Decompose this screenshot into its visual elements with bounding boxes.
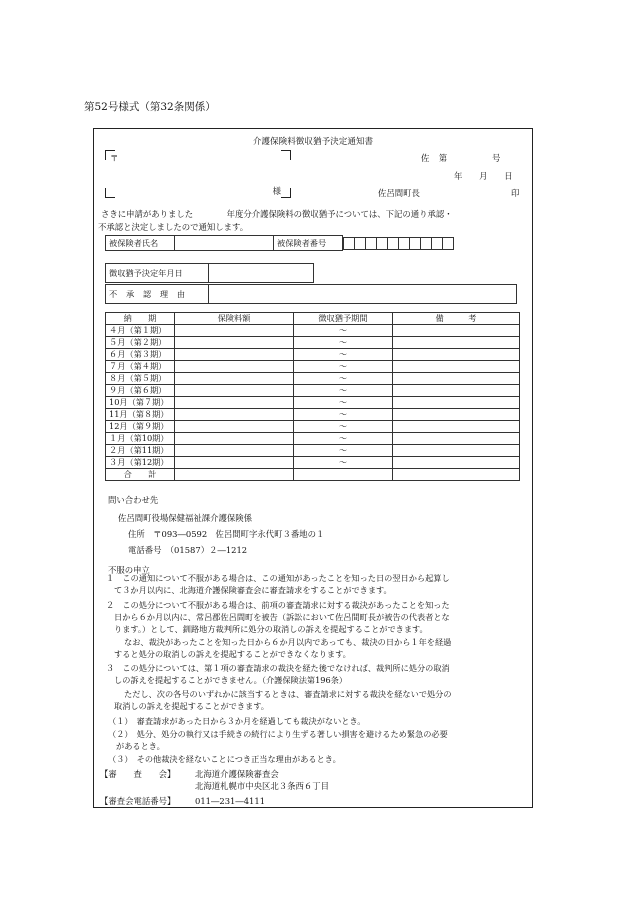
period-remarks-cell[interactable] (393, 457, 520, 469)
appeal-line: １ この通知について不服がある場合は、この通知があったことを知った日の翌日から起算し (106, 573, 450, 583)
period-deferral-cell[interactable]: ～ (294, 349, 393, 361)
form-number: 第52号様式（第32条関係） (84, 101, 216, 113)
period-amount-cell[interactable] (175, 373, 294, 385)
contact-office: 佐呂間町役場保健福祉課介護保険係 (118, 513, 252, 523)
insured-name-label: 被保険者氏名 (106, 236, 175, 251)
period-remarks-cell[interactable] (393, 421, 520, 433)
appeal-line: 日から６か月以内に、常呂郡佐呂間町を被告（訴訟において佐呂間町長が被告の代表者とな (114, 612, 450, 622)
notice-frame (93, 128, 533, 808)
period-deferral-cell[interactable]: ～ (294, 409, 393, 421)
postal-mark: 〒 (110, 153, 119, 163)
period-table (105, 312, 520, 481)
period-deferral-cell[interactable]: ～ (294, 385, 393, 397)
period-row (106, 409, 520, 421)
period-amount-cell[interactable] (175, 397, 294, 409)
reason-field[interactable] (209, 285, 517, 304)
period-row (106, 397, 520, 409)
period-label: ５月（第２期） (106, 337, 175, 349)
period-label: ２月（第11期） (106, 445, 175, 457)
reason-table (105, 284, 517, 304)
period-label: 10月（第７期） (106, 397, 175, 409)
period-deferral-cell[interactable]: ～ (294, 361, 393, 373)
period-deferral-cell[interactable]: ～ (294, 433, 393, 445)
period-remarks-cell[interactable] (393, 397, 520, 409)
reason-label: 不 承 認 理 由 (106, 285, 209, 304)
period-amount-cell[interactable] (175, 349, 294, 361)
period-row (106, 421, 520, 433)
appeal-line: ただし、次の各号のいずれかに該当するときは、審査請求に対する裁決を経ないで処分の (124, 689, 452, 699)
total-amount[interactable] (175, 469, 294, 481)
period-label: ９月（第６期） (106, 385, 175, 397)
appeal-line: ります。）として、釧路地方裁判所に処分の取消しの訴えを提起することができます。 (114, 624, 428, 634)
notice-title: 介護保険料徴収猶予決定通知書 (252, 137, 374, 147)
period-label: ７月（第４期） (106, 361, 175, 373)
period-row (106, 325, 520, 337)
appeal-line: しの訴えを提起することができません。（介護保険法第196条） (114, 675, 348, 685)
document-number: 佐 第 号 (421, 153, 501, 163)
total-label: 合 計 (106, 469, 175, 481)
period-label: ６月（第３期） (106, 349, 175, 361)
review-board-name: 北海道介護保険審査会 (195, 769, 279, 779)
period-deferral-cell[interactable]: ～ (294, 337, 393, 349)
review-board-address: 北海道札幌市中央区北３条西６丁目 (195, 781, 329, 791)
period-row (106, 373, 520, 385)
period-deferral-cell[interactable]: ～ (294, 457, 393, 469)
period-row (106, 433, 520, 445)
period-row (106, 361, 520, 373)
period-label: 11月（第８期） (106, 409, 175, 421)
period-amount-cell[interactable] (175, 337, 294, 349)
period-row (106, 457, 520, 469)
period-deferral-cell[interactable]: ～ (294, 421, 393, 433)
addressee-box (105, 150, 291, 198)
contact-address: 住所 〒093―0592 佐呂間町字永代町３番地の１ (128, 529, 325, 539)
period-amount-cell[interactable] (175, 445, 294, 457)
period-remarks-cell[interactable] (393, 349, 520, 361)
period-deferral-cell[interactable]: ～ (294, 373, 393, 385)
period-deferral-cell[interactable]: ～ (294, 445, 393, 457)
period-amount-cell[interactable] (175, 457, 294, 469)
period-amount-cell[interactable] (175, 421, 294, 433)
period-remarks-cell[interactable] (393, 445, 520, 457)
period-label: ８月（第５期） (106, 373, 175, 385)
review-board-phone: 011―231―4111 (195, 796, 266, 806)
appeal-line: 取消しの訴えを提起することができます。 (114, 701, 269, 711)
review-board-phone-label: 【審査会電話番号】 (100, 796, 176, 806)
decision-date-field[interactable] (209, 264, 314, 283)
period-remarks-cell[interactable] (393, 385, 520, 397)
period-remarks-cell[interactable] (393, 337, 520, 349)
appeal-line: （２） 処分、処分の執行又は手続きの続行により生ずる著しい損害を避けるため緊急の必要 (108, 729, 448, 739)
period-remarks-cell[interactable] (393, 361, 520, 373)
period-label: ４月（第１期） (106, 325, 175, 337)
addressee-honorific: 様 (272, 186, 281, 196)
intro-line-2: 不承認と決定しましたので通知します。 (98, 222, 249, 232)
period-row (106, 349, 520, 361)
appeal-line: （１） 審査請求があった日から３か月を経過しても裁決がないとき。 (108, 716, 366, 726)
appeal-line: （３） その他裁決を経ないことにつき正当な理由があるとき。 (108, 754, 341, 764)
decision-table (105, 263, 314, 283)
period-amount-cell[interactable] (175, 361, 294, 373)
insured-table (105, 235, 453, 251)
seal-mark: 印 (511, 188, 520, 198)
mayor-title: 佐呂間町長 (378, 188, 420, 198)
insured-name-field[interactable] (175, 236, 274, 251)
issue-date: 年 月 日 (454, 171, 513, 181)
appeal-heading: 不服の申立 (108, 565, 150, 575)
period-label: １月（第10期） (106, 433, 175, 445)
period-row (106, 445, 520, 457)
period-remarks-cell[interactable] (393, 325, 520, 337)
insured-number-label: 被保険者番号 (274, 236, 343, 251)
review-board-label: 【審 査 会】 (100, 769, 176, 779)
appeal-line: なお、裁決があったことを知った日から６か月以内であっても、裁決の日から１年を経過 (124, 637, 452, 647)
header-deferral: 徴収猶予期間 (294, 313, 393, 325)
period-deferral-cell[interactable]: ～ (294, 325, 393, 337)
decision-date-label: 徴収猶予決定年月日 (106, 264, 209, 283)
appeal-line: すると処分の取消しの訴えを提起することができなくなります。 (114, 649, 351, 659)
period-remarks-cell[interactable] (393, 409, 520, 421)
insured-number-boxes[interactable] (343, 236, 454, 251)
period-deferral-cell[interactable]: ～ (294, 397, 393, 409)
period-amount-cell[interactable] (175, 325, 294, 337)
header-period: 納 期 (106, 313, 175, 325)
appeal-line: があるとき。 (116, 741, 165, 751)
appeal-line: ３ この処分については、第１項の審査請求の裁決を経た後でなければ、裁判所に処分の取消 (106, 663, 450, 673)
period-row (106, 385, 520, 397)
header-amount: 保険料額 (175, 313, 294, 325)
period-label: ３月（第12期） (106, 457, 175, 469)
period-amount-cell[interactable] (175, 409, 294, 421)
contact-phone: 電話番号 （01587）２―1212 (128, 545, 248, 555)
period-remarks-cell[interactable] (393, 433, 520, 445)
period-amount-cell[interactable] (175, 433, 294, 445)
appeal-line: て３か月以内に、北海道介護保険審査会に審査請求をすることができます。 (114, 585, 392, 595)
period-label: 12月（第９期） (106, 421, 175, 433)
total-deferral[interactable] (294, 469, 393, 481)
total-remarks[interactable] (393, 469, 520, 481)
header-remarks: 備 考 (393, 313, 520, 325)
appeal-line: ２ この処分について不服がある場合は、前項の審査請求に対する裁決があったことを知った (106, 600, 450, 610)
period-remarks-cell[interactable] (393, 373, 520, 385)
period-row (106, 337, 520, 349)
contact-heading: 問い合わせ先 (108, 495, 159, 505)
period-amount-cell[interactable] (175, 385, 294, 397)
intro-line-1: さきに申請がありました 年度分介護保険料の徴収猶予については、下記の通り承認・ (101, 209, 453, 219)
